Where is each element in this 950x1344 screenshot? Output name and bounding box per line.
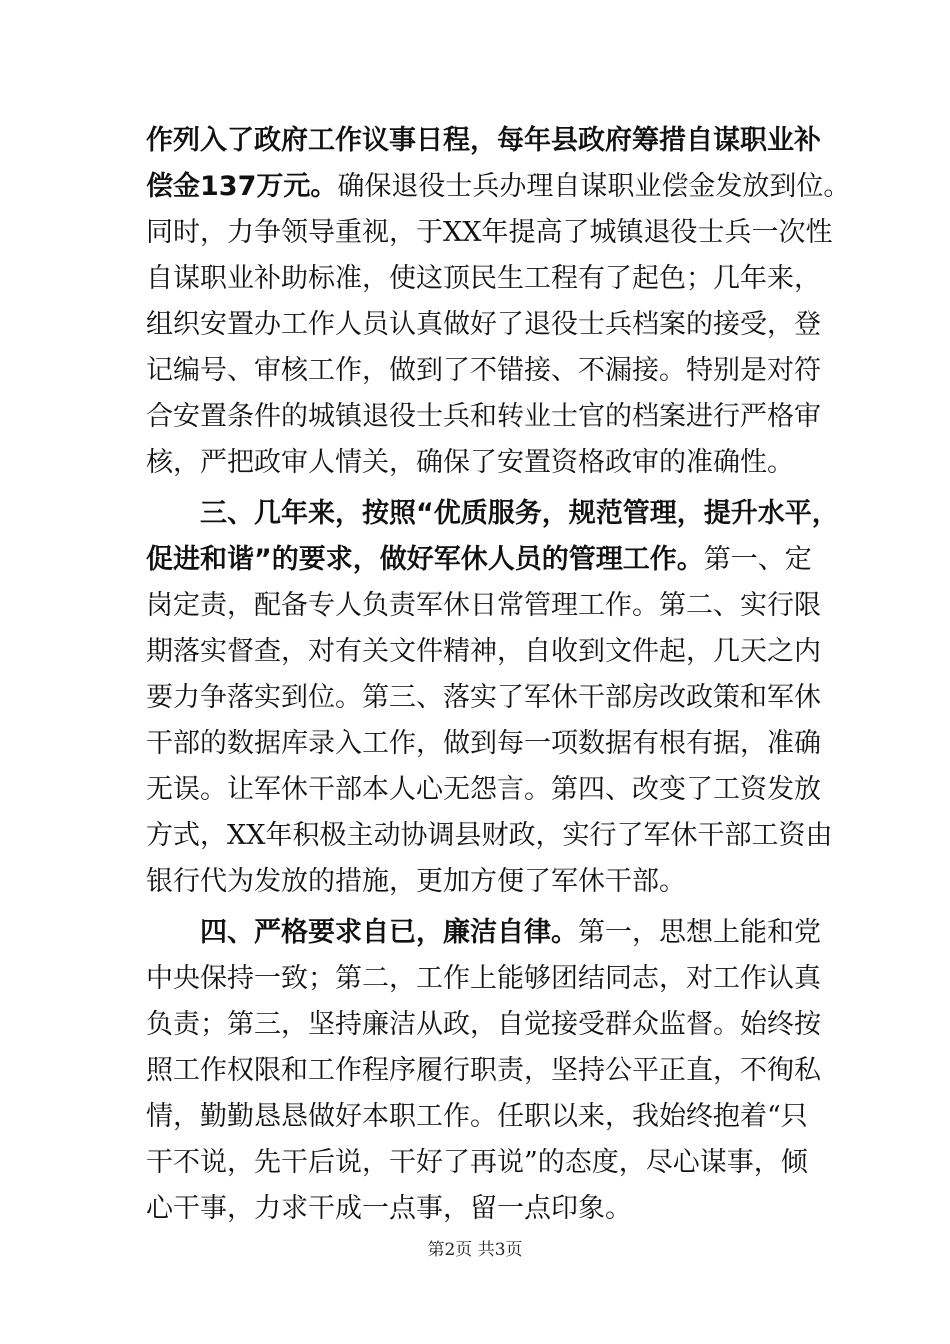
normal-text: 负责；第三，坚持廉洁从政，自觉接受群众监督。始终按 [146,1009,821,1040]
text-line-14 [146,721,821,767]
text-line-15 [146,767,821,813]
text-line-2 [146,164,851,210]
text-line-10 [146,537,812,583]
text-line-11 [146,583,821,629]
text-line-7 [146,394,821,440]
text-line-22 [146,1094,806,1140]
text-line-9 [200,491,839,537]
normal-text: 岗定责，配备专人负责军休日常管理工作。第二、实行限 [146,590,821,621]
normal-text: 情，勤勤恳恳做好本职工作。任职以来，我始终抱着“只 [146,1101,808,1132]
text-line-16 [146,813,833,859]
text-line-21 [146,1048,821,1094]
normal-text: 银行代为发放的措施，更加方便了军休干部。 [146,866,686,897]
normal-text: 组织安置办工作人员认真做好了退役士兵档案的接受，登 [146,309,821,340]
normal-text: 确保退役士兵办理自谋职业偿金发放到位。 [337,171,851,202]
text-line-19 [146,956,821,1002]
text-line-3 [146,210,833,256]
normal-text: 期落实督查，对有关文件精神，自收到文件起，几天之内 [146,636,821,667]
text-line-4 [146,256,821,302]
text-line-23 [146,1140,806,1186]
normal-text: 自谋职业补助标准，使这顶民生工程有了起色；几年来， [146,263,821,294]
normal-text: 方式，XX年积极主动协调县财政，实行了军休干部工资由 [146,820,833,851]
bold-text: 促进和谐”的要求，做好军休人员的管理工作。 [146,544,704,575]
page-footer: 第2页 共3页 [427,1240,523,1260]
normal-text: 记编号、审核工作，做到了不错接、不漏接。特别是对符 [146,355,821,386]
normal-text: 中央保持一致；第二，工作上能够团结同志，对工作认真 [146,963,821,994]
bold-text: 作列入了政府工作议事日程，每年县政府筹措自谋职业补 [146,125,821,156]
normal-text: 第一、定 [703,544,812,575]
normal-text: 干不说，先干后说，干好了再说”的态度，尽心谋事，倾 [146,1147,808,1178]
normal-text: 合安置条件的城镇退役士兵和转业士官的档案进行严格审 [146,401,821,432]
normal-text: 无误。让军休干部本人心无怨言。第四、改变了工资发放 [146,774,821,805]
text-line-5 [146,302,821,348]
normal-text: 照工作权限和工作程序履行职责，坚持公平正直，不徇私 [146,1055,821,1086]
normal-text: 同时，力争领导重视，于XX年提高了城镇退役士兵一次性 [146,217,833,248]
text-line-18 [200,910,821,956]
normal-text: 要力争落实到位。第三、落实了军休干部房改政策和军休 [146,682,821,713]
normal-text: 第一，思想上能和党 [578,917,821,948]
normal-text: 核，严把政审人情关，确保了安置资格政审的准确性。 [146,447,794,478]
bold-text: 四、严格要求自已，廉洁自律。 [200,917,578,948]
text-line-13 [146,675,821,721]
bold-text: 三、几年来，按照“优质服务，规范管理，提升水平， [200,498,839,529]
text-line-8 [146,440,806,486]
text-line-17 [146,859,806,905]
text-line-12 [146,629,821,675]
text-line-6 [146,348,821,394]
normal-text: 干部的数据库录入工作，做到每一项数据有根有据，准确 [146,728,821,759]
bold-text: 偿金137万元。 [146,171,338,202]
normal-text: 心干事，力求干成一点事，留一点印象。 [146,1193,632,1224]
text-line-24 [146,1186,806,1232]
text-line-1 [146,118,821,164]
text-line-20 [146,1002,821,1048]
